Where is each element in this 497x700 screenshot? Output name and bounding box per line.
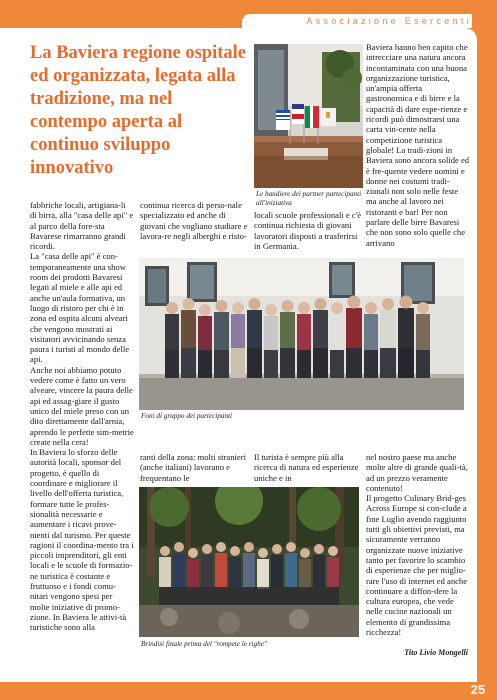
frame-corner — [463, 28, 477, 42]
paragraph: continua ricerca di perso-nale specializzato ed anche di giovani che vogliano studiare e lavora-re negli alberghi e risto- — [140, 200, 248, 241]
flags-photo — [254, 44, 363, 188]
group-illustration — [139, 258, 464, 410]
paragraph: La "casa delle api" è con-temporaneamente una show room dei prodotti Bavaresi legati al miele e alle api ed anche un'aula formativa, un luogo di ristoro per chi è in zona ed ospita alcuni alveari che vengono mostrati ai visitatori avvicinando senza paura i turisti al mondo delle api. — [30, 251, 130, 365]
orange-frame-right — [477, 0, 497, 700]
column-3-bottom — [254, 452, 364, 484]
paragraph: Baviera hanno ben capito che intrecciare una natura ancora incontaminata con una buona organizzazione turistica, un'ampia offerta gastronomica e di birre e la capacità di dare espe-rienze e ricordi può dimostrarsi una carta vin-cente nella competizione turistica globale! La tradi-zioni in Baviera sono ancora solide ed è fre-quente vedere uomini e donne nei costumi tradi-zionali non solo nelle feste ma anche al lavoro nei ristoranti e bar! Per non parlare delle birre Bavaresi che non sono solo quelle che arrivano — [366, 42, 470, 248]
paragraph: Il turista è sempre più alla ricerca di natura ed esperienze uniche e in — [254, 452, 359, 483]
column-4 — [366, 42, 470, 258]
column-4-bottom — [366, 452, 470, 648]
column-3-top — [254, 210, 364, 258]
paragraph: Anche noi abbiamo potuto vedere come è fatto un vero alveare, vincere la paura delle api ed assag-giare il gusto unico del miele preso con un dito direttamente dall'arnia, aprendo le perfette sim-metrie create nella cera! — [30, 364, 134, 447]
group-photo — [139, 258, 464, 410]
toast-illustration — [139, 487, 359, 637]
paragraph: nel nostro paese ma anche molte altre di grande quali-tà, ad un prezzo veramente contenuto! — [366, 452, 468, 493]
article-title: La Baviera regione ospitale ed organizzata, legata alla tradizione, ma nel contempo aperta al continuo sviluppo innovativo — [30, 43, 246, 178]
paragraph: Il progetto Culinary Brid-ges Across Europe si con-clude a fine Luglio avendo raggiunto tutti gli obiettivi previsti, ma sicuramente verranno organizzate nuove iniziative tanto per favorire lo scambio di esperienze che per miglio-rare l'uso di internet ed anche continuare a diffon-dere la cultura europea, che vede nelle cucine nazionali un elemento di grandissima ricchezza! — [366, 493, 468, 638]
paragraph: ranti della zona: molti stranieri (anche italiani) lavorano e frequentano le — [140, 452, 246, 483]
group-caption: Foto di gruppo dei partecipanti — [141, 412, 233, 420]
column-1 — [30, 200, 134, 655]
flags-illustration — [254, 44, 363, 188]
column-2-top — [140, 200, 250, 258]
author-signature: Tito Livio Mongelli — [404, 648, 468, 657]
toast-photo — [139, 487, 359, 637]
toast-caption: Brindisi finale prima del "rompete le righe" — [141, 640, 267, 648]
section-header: Associazione Esercenti — [306, 16, 472, 26]
paragraph: fabbriche locali, artigiana-li di birra, alla "casa delle api" e al parco della fore-sta Bavarese rimarranno grandi ricordi. — [30, 200, 134, 252]
paragraph: In Baviera lo sforzo delle autorità locali, sponsor del progetto, è quello di coordinare e migliorare il livello dell'offerta turistica, formare tutte le profes-sionalità necessarie e aumentare i ricavi prove-nienti dal turismo. Per queste ragioni il coordina-mento tra i piccoli imprenditori, gli enti locali e le scuole di formazio-ne turistica è costante e fruttuoso e i fondi comu-nitari vengono spesi per molte iniziative di promo-zione. In Baviera le attivi-tà turistiche sono alla — [30, 447, 134, 633]
page-number: 25 — [470, 682, 486, 697]
flags-caption: Le bandiere dei partner partecipanti all'iniziativa — [256, 190, 362, 207]
column-2-bottom — [140, 452, 250, 484]
paragraph: locali scuole professionali e c'è continua richiesta di giovani lavoratori disposti a trasferirsi in Germania. — [254, 210, 362, 251]
orange-frame-bottom — [0, 682, 497, 700]
